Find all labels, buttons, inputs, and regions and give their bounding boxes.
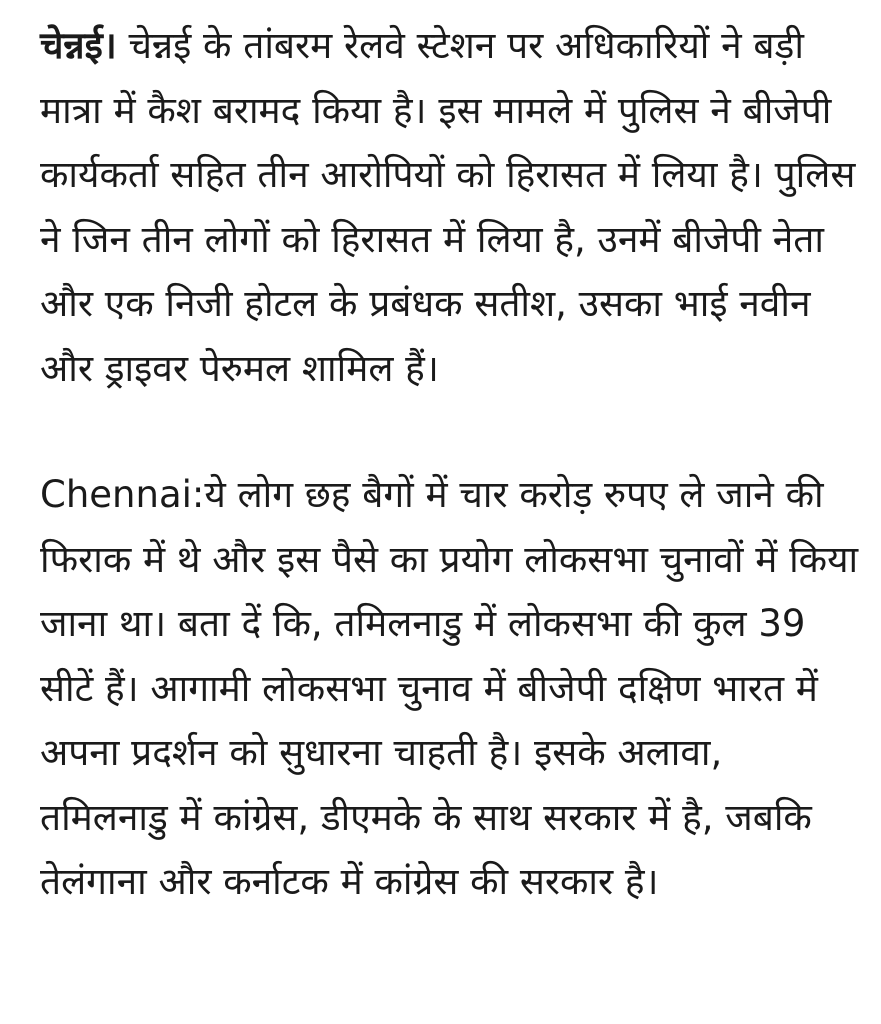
- dateline-english: Chennai:: [40, 473, 205, 516]
- paragraph-1-text: चेन्नई के तांबरम रेलवे स्टेशन पर अधिकारियों ने बड़ी मात्रा में कैश बरामद किया है। इस मामले में पुलिस ने बीजेपी कार्यकर्ता सहित तीन आरोपियों को हिरासत में लिया है। पुलिस ने जिन तीन लोगों को हिरासत में लिया है, उनमें बीजेपी नेता और एक निजी होटल के प्रबंधक सतीश, उसका भाई नवीन और ड्राइवर पेरुमल शामिल हैं।: [40, 24, 856, 390]
- article-paragraph-1: [40, 14, 860, 401]
- paragraph-2-text: ये लोग छह बैगों में चार करोड़ रुपए ले जाने की फिराक में थे और इस पैसे का प्रयोग लोकसभा चुनावों में किया जाना था। बता दें कि, तमिलनाडु में लोकसभा की कुल 39 सीटें हैं। आगामी लोकसभा चुनाव में बीजेपी दक्षिण भारत में अपना प्रदर्शन को सुधारना चाहती है। इसके अलावा, तमिलनाडु में कांग्रेस, डीएमके के साथ सरकार में है, जबकि तेलंगाना और कर्नाटक में कांग्रेस की सरकार है।: [40, 473, 859, 903]
- news-article: [40, 14, 860, 915]
- dateline-hindi: चेन्नई।: [40, 24, 117, 67]
- article-paragraph-2: [40, 463, 860, 915]
